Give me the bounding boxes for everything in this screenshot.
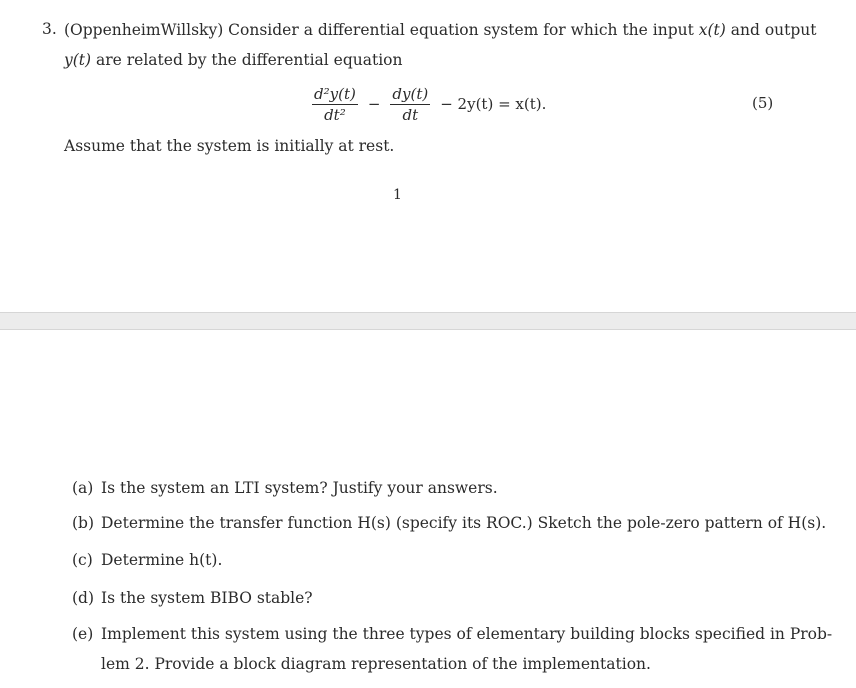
first-derivative-fraction: $\frac{dy(t)}{dt}$ [392,84,429,124]
document-page-2 [0,330,856,688]
assumption-text: Assume that the system is initially at rest. [64,137,395,155]
problem-number: 3. [42,20,57,38]
differential-equation [308,82,552,126]
input-symbol: x(t) [698,21,726,39]
subquestion-e-continuation: lem 2. Provide a block diagram representation of the implementation. [101,655,651,673]
minus-operator: − [367,95,381,113]
document-page-1 [0,0,856,312]
output-symbol: y(t) [64,51,92,69]
subquestion-list: (a) Is the system an LTI system? Justify your answers. (b) Determine the transfer function H(s) (specify its ROC.) Sketch the pole-zero pattern of H(s). (c) Determine h(t). (d) Is the system BIBO stable? (e) Implement this system using the three types of elementary building blocks specified in Prob- lem 2. Provide a block diagram representation of the implementation. [72,479,833,673]
equation-remainder: − 2y(t) = x(t). [440,95,547,113]
page-separator [0,312,856,330]
second-derivative-fraction: $\frac{\text{d²y(t)}}{\text{dt²}}$ [314,84,356,124]
equation-number: (5) [752,94,774,112]
problem-intro-line2: y(t) are related by the differential equation [64,51,403,69]
problem-intro-line1: (OppenheimWillsky) Consider a differential equation system for which the input x(t) and output [64,21,817,39]
page-number: 1 [393,187,402,203]
